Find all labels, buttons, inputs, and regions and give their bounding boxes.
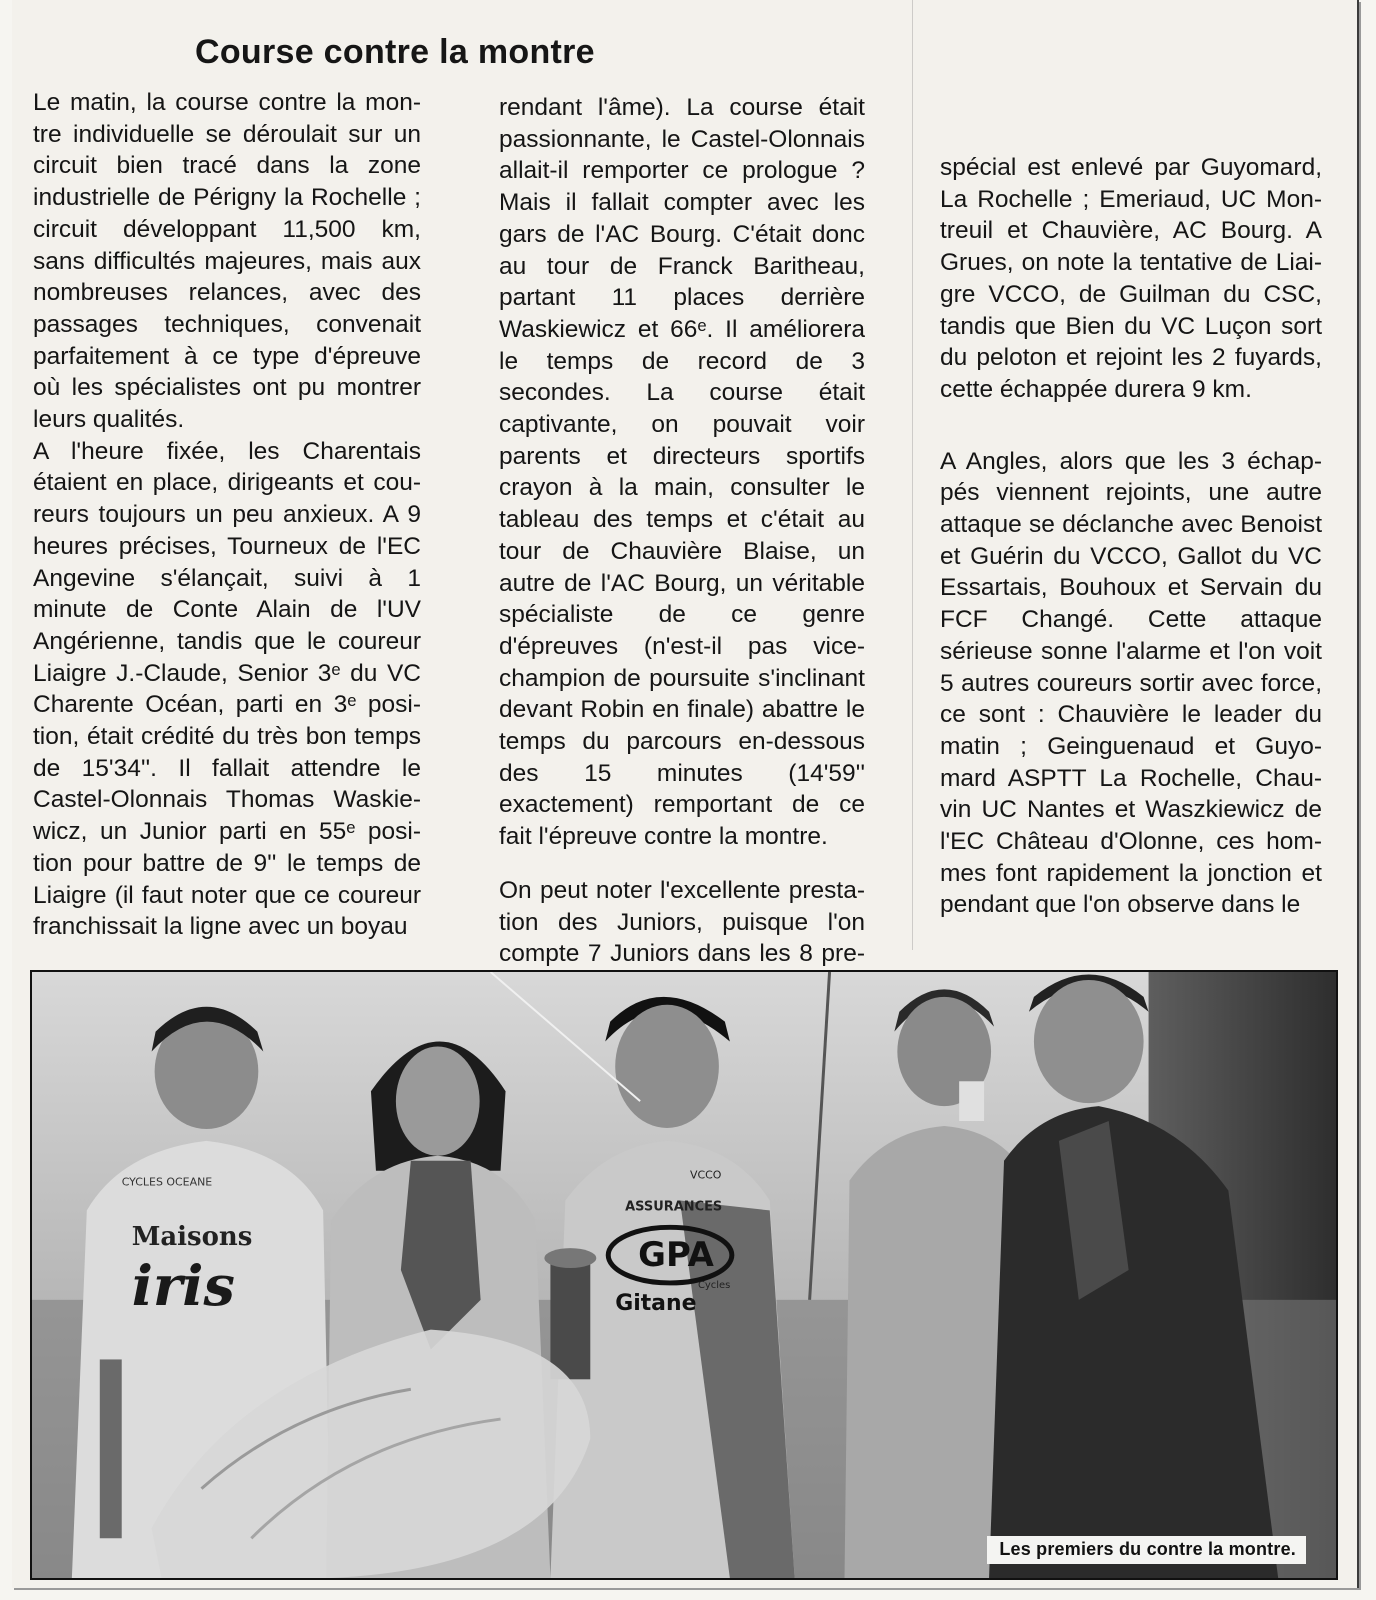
article-title: Course contre la montre — [195, 32, 595, 71]
paragraph: rendant l'âme). La course était passionnante, le Castel-Olonnais allait-il remporter ce prologue ? Mais il fallait compter avec les gars de l'AC Bourg. C'était donc au tour de Franck Baritheau, partant 11 places derrière Waskiewicz et 66ᵉ. Il améliorera le temps de record de 3 secondes. La course était captivante, on pouvait voir parents et directeurs sportifs crayon à la main, consulter le tableau des temps et c'était au tour de Chauvière Blaise, un autre de l'AC Bourg, un véritable spécialiste de ce genre d'épreuves (n'est-il pas vice-champion de poursuite s'inclinant devant Robin en finale) abattre le temps du parcours en-dessous des 15 minutes (14'59'' exactement) remportant de ce fait l'épreuve contre la montre. — [499, 94, 865, 851]
paragraph: A Angles, alors que les 3 échap-pés viennent rejoints, une autre attaque se déclanche avec Benoist et Guérin du VCCO, Gallot du VC Essartais, Bouhoux et Servain du FCF Changé. Cette attaque sérieuse sonne l'alarme et l'on voit 5 autres coureurs sortir avec force, ce sont : Chauvière le leader du matin ; Geinguenaud et Guyo-mard ASPTT La Rochelle, Chau-vin UC Nantes et Waszkiewicz de l'EC Château d'Olonne, ces hom-mes font rapidement la jonction et pendant que l'on observe dans le — [940, 447, 1322, 919]
photo-illustration — [32, 972, 1336, 1578]
paragraph: A l'heure fixée, les Charentais étaient en place, dirigeants et cou-reurs toujours un peu anxieux. A 9 heures précises, Tourneux de l'EC Angevine s'élançait, suivi à 1 minute de Conte Alain de l'UV Angérienne, tandis que le coureur Liaigre J.-Claude, Senior 3ᵉ du VC Charente Océan, parti en 3ᵉ posi-tion, était crédité du très bon temps de 15'34''. Il fallait attendre le Castel-Olonnais Thomas Waskie-wicz, un Junior parti en 55ᵉ posi-tion pour battre de 9'' le temps de Liaigre (il faut noter que ce coureur franchissait la ligne avec un boyau — [33, 437, 421, 941]
paragraph: Le matin, la course contre la mon-tre individuelle se déroulait sur un circuit bien tracé dans la zone industrielle de Périgny la Rochelle ; circuit développant 11,500 km, sans difficultés majeures, mais aux nombreuses relances, avec des passages techniques, convenait parfaitement à ce type d'épreuve où les spécialistes ont pu montrer leurs qualités. — [33, 89, 421, 434]
jersey-text: Maisons — [131, 1222, 253, 1253]
column-2 — [499, 92, 865, 1002]
paragraph: spécial est enlevé par Guyomard, La Rochelle ; Emeriaud, UC Mon-treuil et Chauvière, AC Bourg. A Grues, on note la tentative de Liai-gre VCCO, de Guilman du CSC, tandis que Bien du VC Luçon sort du peloton et rejoint les 2 fuyards, cette échappée durera 9 km. — [940, 154, 1322, 403]
jersey-text: VCCO — [689, 1168, 722, 1182]
jersey-text: Gitane — [615, 1290, 697, 1316]
column-1 — [33, 87, 421, 943]
paragraph: On peut noter l'excellente presta-tion des Juniors, puisque l'on compte 7 Juniors dans les 8 pre- — [499, 876, 865, 968]
column-3 — [940, 152, 1322, 921]
jersey-text: ASSURANCES — [625, 1199, 723, 1215]
photo-caption: Les premiers du contre la montre. — [987, 1536, 1306, 1564]
jersey-text: iris — [131, 1253, 235, 1319]
newspaper-clipping — [12, 0, 1359, 1588]
column-rule — [912, 0, 913, 950]
jersey-text: GPA — [638, 1235, 714, 1275]
podium-photo — [30, 970, 1338, 1580]
jersey-text: CYCLES OCEANE — [121, 1175, 213, 1189]
jersey-text: Cycles — [697, 1279, 731, 1291]
